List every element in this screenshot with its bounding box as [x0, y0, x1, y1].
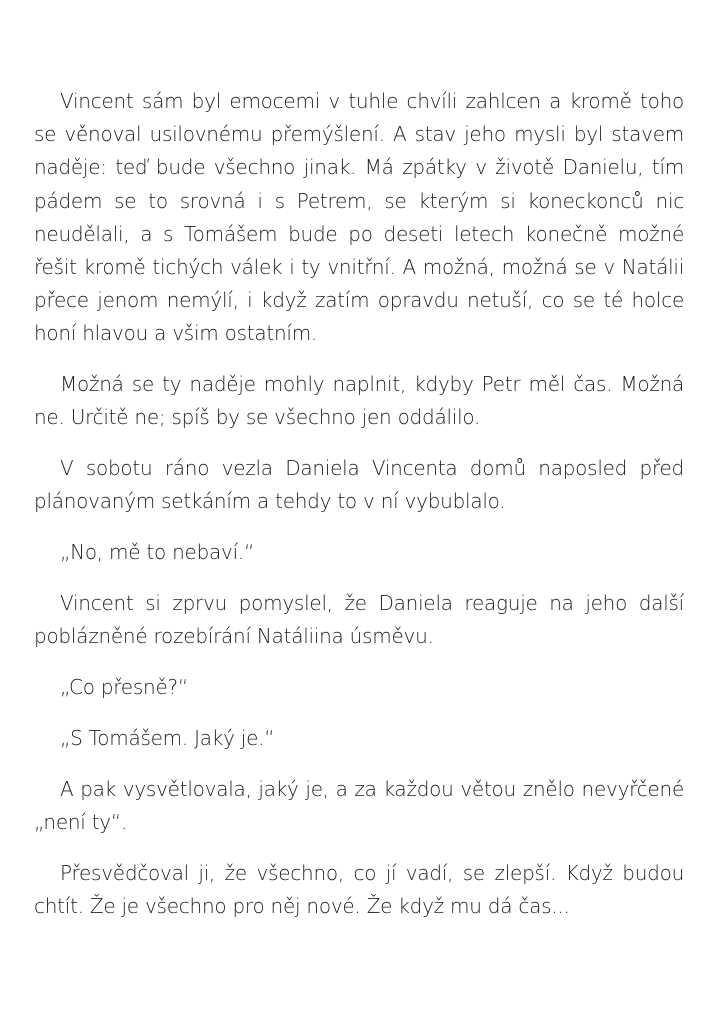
paragraph-8: A pak vysvětlovala, jaký je, a za každou větou znělo nevyřčené „není ty“. [34, 776, 684, 834]
paragraph-3: V sobotu ráno vezla Daniela Vincenta domů naposled před plánovaným setkáním a tehdy to v ní vybublalo. [34, 456, 684, 514]
paragraph-5: Vincent si zprvu pomyslel, že Daniela reaguje na jeho další poblázněné rozebírání Natáliina úsměvu. [34, 591, 684, 649]
paragraph-6: „Co přesně?“ [60, 675, 188, 700]
document-page [34, 85, 684, 941]
paragraph-1: Vincent sám byl emocemi v tuhle chvíli zahlcen a kromě toho se věnoval usilovnému přemýšlení. A stav jeho mysli byl stavem naděje: teď bude všechno jinak. Má zpátky v životě Danielu, tím pádem se to srovná i s Petrem, se kterým si koneckonců nic neudělali, a s Tomášem bude po deseti letech konečně možné řešit kromě tichých válek i ty vnitřní. A možná, možná se v Natálii přece jenom nemýlí, i když zatím opravdu netuší, co se té holce honí hlavou a všim ostatním. [34, 89, 684, 346]
paragraph-9: Přesvědčoval ji, že všechno, co jí vadí, se zlepší. Když budou chtít. Že je všechno pro něj nové. Že když mu dá čas... [34, 860, 684, 918]
paragraph-2: Možná se ty naděje mohly naplnit, kdyby Petr měl čas. Možná ne. Určitě ne; spíš by se všechno jen oddálilo. [34, 372, 684, 430]
paragraph-7: „S Tomášem. Jaký je.“ [60, 725, 275, 750]
paragraph-4: „No, mě to nebaví.“ [60, 540, 255, 565]
